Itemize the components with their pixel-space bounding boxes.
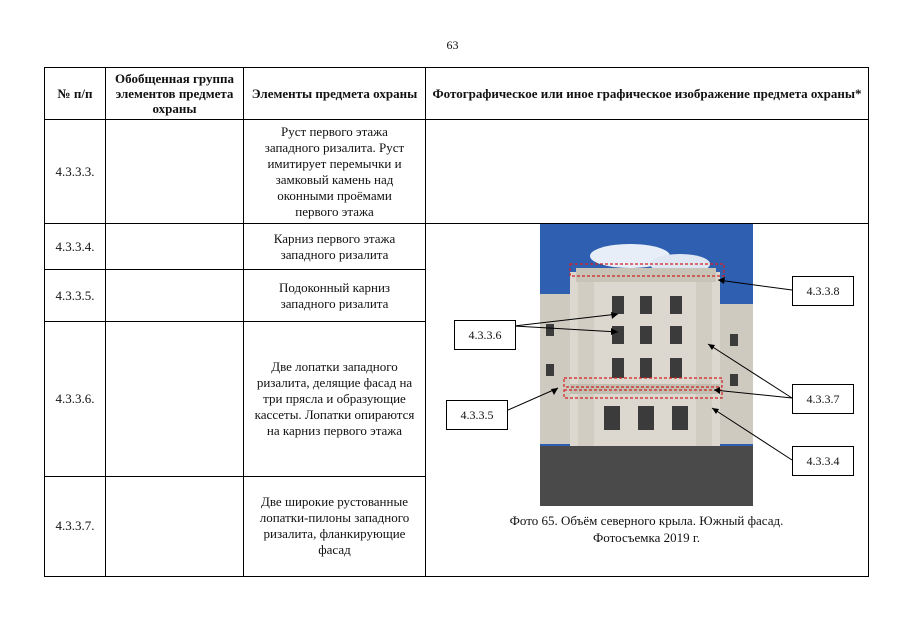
row-group xyxy=(106,120,244,224)
row-group xyxy=(106,270,244,322)
row-element: Две лопатки западного ризалита, делящие фасад на три прясла и образующие кассеты. Лопатки опираются на карниз первого этажа xyxy=(244,322,426,476)
row-photo-empty xyxy=(426,120,869,224)
building-left xyxy=(540,294,570,444)
protection-elements-table xyxy=(44,67,868,577)
photo-figure xyxy=(426,224,867,576)
table-header-row xyxy=(45,68,869,120)
row-number: 4.3.3.4. xyxy=(45,224,106,270)
ground xyxy=(540,446,753,506)
table-row xyxy=(45,224,869,270)
callout-4334: 4.3.3.4 xyxy=(792,446,854,476)
row-element: Руст первого этажа западного ризалита. Руст имитирует перемычки и замковый камень над оконными проёмами первого этажа xyxy=(244,120,426,224)
callout-4338: 4.3.3.8 xyxy=(792,276,854,306)
row-element: Карниз первого этажа западного ризалита xyxy=(244,224,426,270)
row-element: Подоконный карниз западного ризалита xyxy=(244,270,426,322)
header-number: № п/п xyxy=(45,68,106,120)
page-number: 63 xyxy=(446,38,459,52)
facade-photo xyxy=(540,224,753,506)
header-group: Обобщенная группа элементов предмета охраны xyxy=(106,68,244,120)
row-number: 4.3.3.5. xyxy=(45,270,106,322)
photo-caption xyxy=(426,512,867,546)
parapet xyxy=(576,268,716,282)
header-photo: Фотографическое или иное графическое изображение предмета охраны* xyxy=(426,68,869,120)
pilaster xyxy=(696,282,712,447)
callout-4336: 4.3.3.6 xyxy=(454,320,516,350)
row-group xyxy=(106,224,244,270)
callout-4337: 4.3.3.7 xyxy=(792,384,854,414)
row-element: Две широкие рустованные лопатки-пилоны западного ризалита, фланкирующие фасад xyxy=(244,476,426,576)
row-group xyxy=(106,322,244,476)
pilaster xyxy=(578,282,594,447)
callout-4335: 4.3.3.5 xyxy=(446,400,508,430)
table-row xyxy=(45,120,869,224)
row-number: 4.3.3.3. xyxy=(45,120,106,224)
caption-line-1: Фото 65. Объём северного крыла. Южный фасад. xyxy=(509,513,784,529)
row-number: 4.3.3.6. xyxy=(45,322,106,476)
photo-cell xyxy=(426,224,869,577)
caption-line-2: Фотосъемка 2019 г. xyxy=(593,530,700,546)
row-number: 4.3.3.7. xyxy=(45,476,106,576)
row-group xyxy=(106,476,244,576)
header-elements: Элементы предмета охраны xyxy=(244,68,426,120)
cornice-band xyxy=(570,384,720,394)
